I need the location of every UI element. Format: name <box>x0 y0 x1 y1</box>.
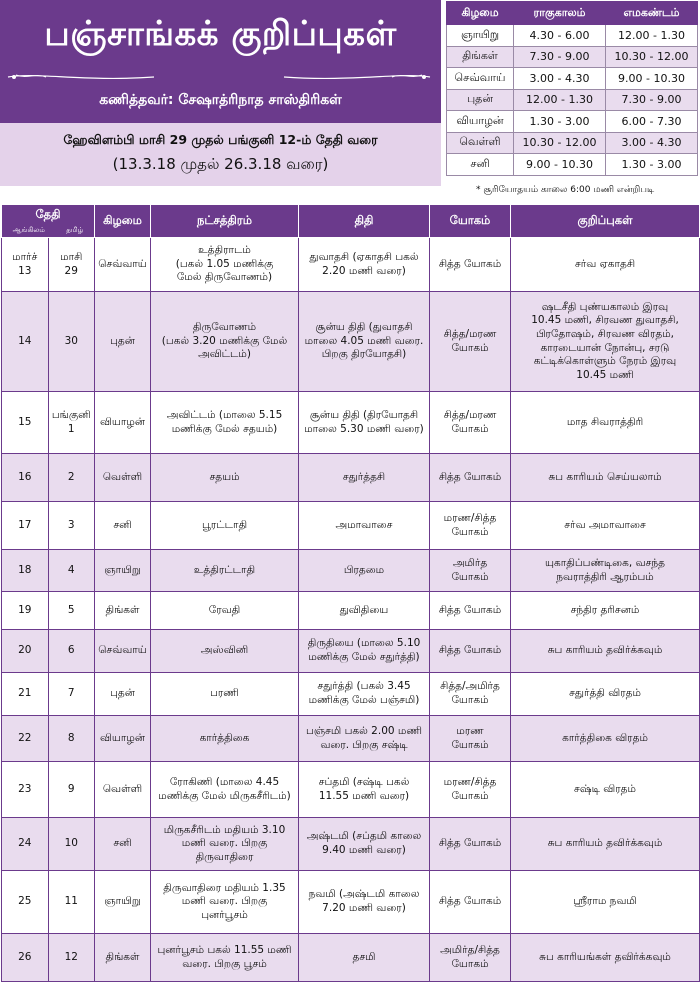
star-cell: உத்திராடம் (பகல் 1.05 மணிக்கு மேல் திருவோணம்) <box>151 238 299 292</box>
yoga-cell: சித்த யோகம் <box>430 818 511 871</box>
date-cell <box>2 292 95 392</box>
table-row <box>2 592 700 630</box>
table-row <box>2 392 700 454</box>
note-cell: யுகாதிப்பண்டிகை, வசந்த நவராத்திரி ஆரம்பம் <box>511 550 700 592</box>
tithi-cell: சூன்ய திதி (திரயோதசி மாலை 5.30 மணி வரை) <box>299 392 430 454</box>
rahu-cell-day: புதன் <box>447 89 514 111</box>
tamil-date: 9 <box>67 782 75 795</box>
rahu-row <box>447 68 698 90</box>
table-row <box>2 762 700 818</box>
date-cell <box>2 502 95 550</box>
rahu-cell-rahu: 10.30 - 12.00 <box>514 132 606 154</box>
note-cell: சந்திர தரிசனம் <box>511 592 700 630</box>
table-row <box>2 716 700 762</box>
table-row <box>2 934 700 982</box>
rahu-row <box>447 46 698 68</box>
yoga-cell: சித்த/அமிர்த யோகம் <box>430 673 511 716</box>
rahu-cell-day: செவ்வாய் <box>447 68 514 90</box>
tamil-date: 5 <box>67 603 75 616</box>
table-row <box>2 502 700 550</box>
note-cell: சர்வ அமாவாசை <box>511 502 700 550</box>
date-cell <box>2 762 95 818</box>
english-date: 18 <box>2 550 49 591</box>
date-range-line: ஹேவிளம்பி மாசி 29 முதல் பங்குனி 12-ம் தேதி வரை <box>63 132 378 147</box>
tamil-date: மாசி 29 <box>60 250 83 277</box>
english-date: 22 <box>2 716 49 761</box>
rahu-cell-ema: 7.30 - 9.00 <box>606 89 698 111</box>
tamil-date: 8 <box>67 731 75 744</box>
english-date: 19 <box>2 592 49 629</box>
star-cell: ரோகிணி (மாலை 4.45 மணிக்கு மேல் மிருகசீரிடம்) <box>151 762 299 818</box>
yoga-cell: சித்த யோகம் <box>430 871 511 934</box>
rahu-cell-rahu: 9.00 - 10.30 <box>514 154 606 176</box>
yoga-cell: மரண/சித்த யோகம் <box>430 762 511 818</box>
table-row <box>2 550 700 592</box>
date-cell <box>2 630 95 673</box>
table-row <box>2 292 700 392</box>
day-cell: வெள்ளி <box>95 454 151 502</box>
tamil-date: 11 <box>64 895 78 908</box>
yoga-cell: மரண யோகம் <box>430 716 511 762</box>
rahu-cell-day: சனி <box>447 154 514 176</box>
english-date: 26 <box>2 934 49 981</box>
rahu-cell-ema: 10.30 - 12.00 <box>606 46 698 68</box>
header-yoga: யோகம் <box>430 205 511 238</box>
yoga-cell: அமிர்த யோகம் <box>430 550 511 592</box>
panchangam-table <box>1 204 700 982</box>
date-cell <box>2 592 95 630</box>
tithi-cell: சப்தமி (சஷ்டி பகல் 11.55 மணி வரை) <box>299 762 430 818</box>
note-cell: சஷ்டி விரதம் <box>511 762 700 818</box>
english-date: 21 <box>2 673 49 715</box>
rahu-header-ema: எமகண்டம் <box>606 2 698 25</box>
date-cell <box>2 673 95 716</box>
tamil-date: பங்குனி 1 <box>51 408 91 435</box>
english-date: 16 <box>2 454 49 501</box>
yoga-cell: சித்த யோகம் <box>430 592 511 630</box>
header-star: நட்சத்திரம் <box>151 205 299 238</box>
page-title: பஞ்சாங்கக் குறிப்புகள் <box>44 14 397 54</box>
star-cell: அஸ்வினி <box>151 630 299 673</box>
rahu-row <box>447 132 698 154</box>
rahu-cell-rahu: 3.00 - 4.30 <box>514 68 606 90</box>
table-row <box>2 871 700 934</box>
day-cell: வெள்ளி <box>95 762 151 818</box>
header-panel <box>0 0 441 186</box>
author-line: கணித்தவர்: சேஷாத்ரிநாத சாஸ்திரிகள் <box>99 92 342 108</box>
english-date: 25 <box>2 871 49 933</box>
english-date: 20 <box>2 630 49 672</box>
star-cell: கார்த்திகை <box>151 716 299 762</box>
sunrise-note: * சூரியோதயம் காலை 6:00 மணி என்றிபடி <box>476 185 655 195</box>
yoga-cell: சித்த யோகம் <box>430 630 511 673</box>
tithi-cell: துவிதியை <box>299 592 430 630</box>
rahu-cell-rahu: 1.30 - 3.00 <box>514 111 606 133</box>
note-cell: ஸ்ரீராம நவமி <box>511 871 700 934</box>
note-cell: சர்வ ஏகாதசி <box>511 238 700 292</box>
note-cell: ஷடசீதி புண்யகாலம் இரவு 10.45 மணி, சிரவண துவாதசி, பிரதோஷம், சிரவண விரதம், காரடையான் நோன்பு, சரடு கட்டிக்கொள்ளும் நேரம் இரவு 10.45 மணி <box>511 292 700 392</box>
rahu-cell-day: வியாழன் <box>447 111 514 133</box>
star-cell: பரணி <box>151 673 299 716</box>
tithi-cell: அஷ்டமி (சப்தமி காலை 9.40 மணி வரை) <box>299 818 430 871</box>
table-row <box>2 630 700 673</box>
rahu-row <box>447 154 698 176</box>
note-cell: சுப காரியம் செய்யலாம் <box>511 454 700 502</box>
date-cell <box>2 238 95 292</box>
english-date: 23 <box>2 762 49 817</box>
tamil-date: 4 <box>67 563 75 576</box>
star-cell: சதயம் <box>151 454 299 502</box>
english-date: மார்ச் 13 <box>2 238 49 291</box>
main-header-row <box>2 205 700 238</box>
date-range-numeric: (13.3.18 முதல் 26.3.18 வரை) <box>112 155 329 173</box>
rahu-cell-rahu: 7.30 - 9.00 <box>514 46 606 68</box>
yoga-cell: சித்த யோகம் <box>430 454 511 502</box>
star-cell: மிருகசீரிடம் மதியம் 3.10 மணி வரை. பிறகு திருவாதிரை <box>151 818 299 871</box>
tithi-cell: திருதியை (மாலை 5.10 மணிக்கு மேல் சதுர்த்தி) <box>299 630 430 673</box>
day-cell: புதன் <box>95 292 151 392</box>
rahu-row <box>447 89 698 111</box>
date-cell <box>2 871 95 934</box>
note-cell: சுப காரியம் தவிர்க்கவும் <box>511 818 700 871</box>
english-date: 15 <box>2 392 49 453</box>
star-cell: திருவாதிரை மதியம் 1.35 மணி வரை. பிறகு புனர்பூசம் <box>151 871 299 934</box>
rahu-cell-ema: 6.00 - 7.30 <box>606 111 698 133</box>
rahu-header-row <box>447 2 698 25</box>
yoga-cell: அமிர்த/சித்த யோகம் <box>430 934 511 982</box>
english-date: 17 <box>2 502 49 549</box>
english-date: 14 <box>2 292 49 391</box>
day-cell: சனி <box>95 818 151 871</box>
tithi-cell: சதுர்த்தசி <box>299 454 430 502</box>
day-cell: செவ்வாய் <box>95 238 151 292</box>
day-cell: செவ்வாய் <box>95 630 151 673</box>
note-cell: சுப காரியம் தவிர்க்கவும் <box>511 630 700 673</box>
note-cell: கார்த்திகை விரதம் <box>511 716 700 762</box>
date-cell <box>2 392 95 454</box>
rahu-row <box>447 25 698 47</box>
yoga-cell: சித்த/மரண யோகம் <box>430 392 511 454</box>
tamil-date: 6 <box>67 644 75 657</box>
tamil-date: 12 <box>64 950 78 963</box>
rahu-cell-day: திங்கள் <box>447 46 514 68</box>
date-cell <box>2 716 95 762</box>
rahu-header-rahu: ராகுகாலம் <box>514 2 606 25</box>
yoga-cell: சித்த யோகம் <box>430 238 511 292</box>
day-cell: ஞாயிறு <box>95 871 151 934</box>
rahu-cell-day: ஞாயிறு <box>447 25 514 47</box>
tithi-cell: அமாவாசை <box>299 502 430 550</box>
tamil-date: 30 <box>64 334 78 347</box>
header-notes: குறிப்புகள் <box>511 205 700 238</box>
header-day: கிழமை <box>95 205 151 238</box>
rahu-cell-rahu: 4.30 - 6.00 <box>514 25 606 47</box>
day-cell: திங்கள் <box>95 934 151 982</box>
date-cell <box>2 818 95 871</box>
english-date: 24 <box>2 818 49 870</box>
rahu-row <box>447 111 698 133</box>
tithi-cell: பிரதமை <box>299 550 430 592</box>
tithi-cell: சதுர்த்தி (பகல் 3.45 மணிக்கு மேல் பஞ்சமி) <box>299 673 430 716</box>
date-cell <box>2 454 95 502</box>
date-cell <box>2 550 95 592</box>
tamil-date: 3 <box>67 518 75 531</box>
table-row <box>2 818 700 871</box>
tithi-cell: நவமி (அஷ்டமி காலை 7.20 மணி வரை) <box>299 871 430 934</box>
tamil-date: 10 <box>64 837 78 850</box>
rahu-cell-day: வெள்ளி <box>447 132 514 154</box>
note-cell: மாத சிவராத்திரி <box>511 392 700 454</box>
table-row <box>2 238 700 292</box>
star-cell: உத்திரட்டாதி <box>151 550 299 592</box>
star-cell: புனர்பூசம் பகல் 11.55 மணி வரை. பிறகு பூசம் <box>151 934 299 982</box>
rahu-kalam-table <box>446 1 698 176</box>
rahu-cell-rahu: 12.00 - 1.30 <box>514 89 606 111</box>
header-date-tamil: தமிழ் <box>66 226 84 234</box>
tamil-date: 2 <box>67 470 75 483</box>
day-cell: ஞாயிறு <box>95 550 151 592</box>
date-cell <box>2 934 95 982</box>
ornament-left-icon <box>6 70 156 84</box>
note-cell: சுப காரியங்கள் தவிர்க்கவும் <box>511 934 700 982</box>
tithi-cell: துவாதசி (ஏகாதசி பகல் 2.20 மணி வரை) <box>299 238 430 292</box>
day-cell: வியாழன் <box>95 716 151 762</box>
tithi-cell: சூன்ய திதி (துவாதசி மாலை 4.05 மணி வரை. பிறகு திரயோதசி) <box>299 292 430 392</box>
star-cell: ரேவதி <box>151 592 299 630</box>
note-cell: சதுர்த்தி விரதம் <box>511 673 700 716</box>
ornament-right-icon <box>282 70 432 84</box>
star-cell: பூரட்டாதி <box>151 502 299 550</box>
rahu-cell-ema: 3.00 - 4.30 <box>606 132 698 154</box>
day-cell: சனி <box>95 502 151 550</box>
table-row <box>2 454 700 502</box>
rahu-cell-ema: 9.00 - 10.30 <box>606 68 698 90</box>
header-date: தேதி ஆங்கிலம் தமிழ் <box>2 205 95 238</box>
rahu-cell-ema: 12.00 - 1.30 <box>606 25 698 47</box>
yoga-cell: மரண/சித்த யோகம் <box>430 502 511 550</box>
rahu-header-day: கிழமை <box>447 2 514 25</box>
rahu-cell-ema: 1.30 - 3.00 <box>606 154 698 176</box>
day-cell: புதன் <box>95 673 151 716</box>
header-tithi: திதி <box>299 205 430 238</box>
star-cell: திருவோணம் (பகல் 3.20 மணிக்கு மேல் அவிட்டம்) <box>151 292 299 392</box>
yoga-cell: சித்த/மரண யோகம் <box>430 292 511 392</box>
star-cell: அவிட்டம் (மாலை 5.15 மணிக்கு மேல் சதயம்) <box>151 392 299 454</box>
tithi-cell: பஞ்சமி பகல் 2.00 மணி வரை. பிறகு சஷ்டி <box>299 716 430 762</box>
tamil-date: 7 <box>67 687 75 700</box>
tithi-cell: தசமி <box>299 934 430 982</box>
header-date-english: ஆங்கிலம் <box>12 226 45 234</box>
day-cell: வியாழன் <box>95 392 151 454</box>
day-cell: திங்கள் <box>95 592 151 630</box>
table-row <box>2 673 700 716</box>
